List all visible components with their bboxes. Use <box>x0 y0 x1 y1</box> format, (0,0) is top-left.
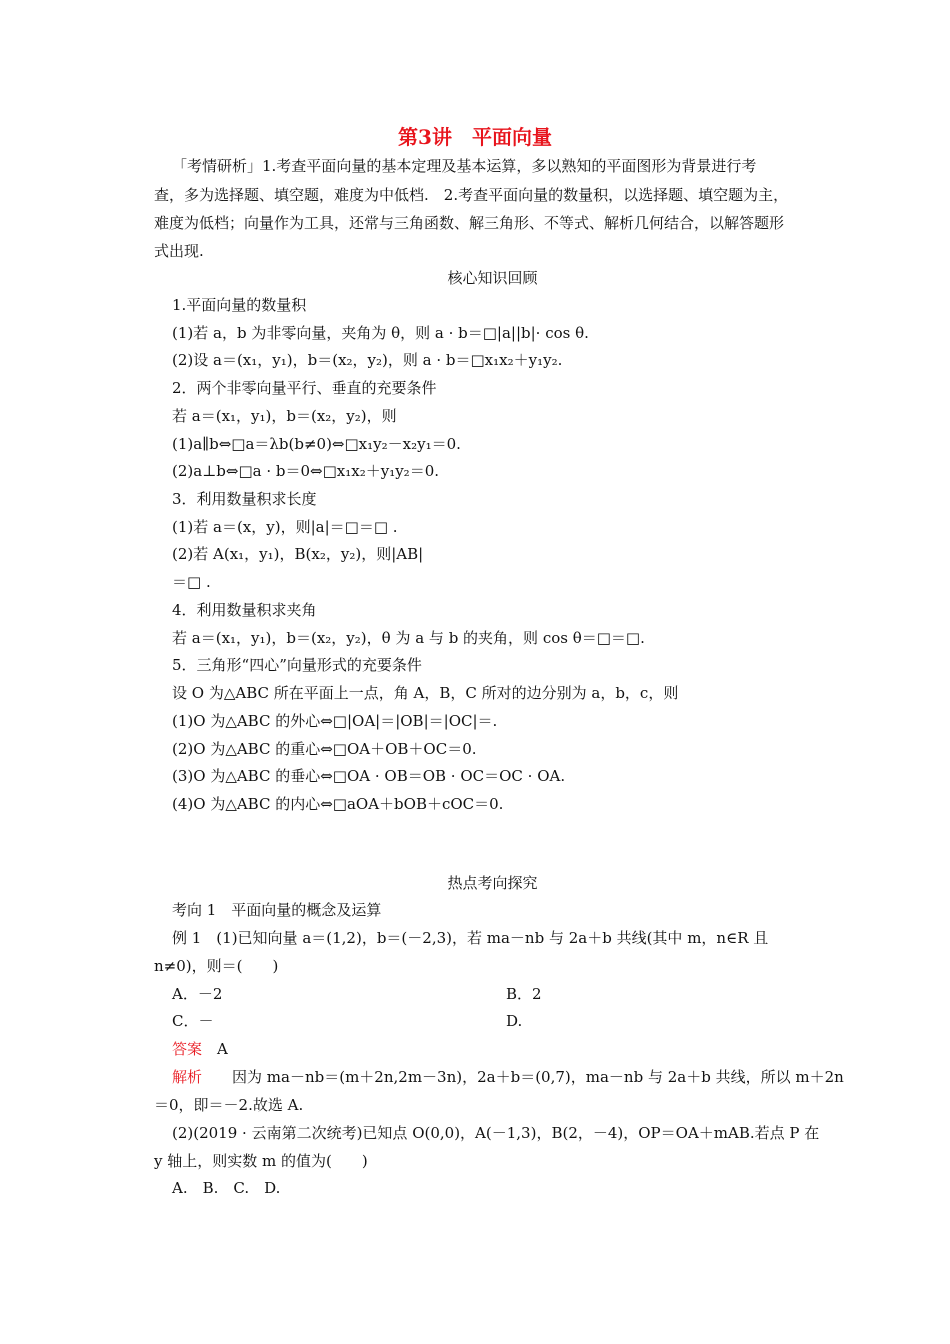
example-line: (2)(2019 · 云南第二次统考)已知点 O(0,0)，A(－1,3)，B(2，－4)，OP＝OA＋mAB.若点 P 在 <box>172 1124 820 1142</box>
knowledge-line: 4．利用数量积求夹角 <box>172 601 317 619</box>
knowledge-line: (3)O 为△ABC 的垂心⇔□OA · OB＝OB · OC＝OC · OA. <box>172 767 566 785</box>
knowledge-line: (2)若 A(x₁，y₁)，B(x₂，y₂)，则|AB| <box>172 545 424 563</box>
knowledge-line: (1)若 a＝(x，y)，则|a|＝□＝□ . <box>172 518 398 536</box>
intro-line: 难度为低档；向量作为工具，还常与三角函数、解三角形、不等式、解析几何结合，以解答题形 <box>154 214 785 232</box>
knowledge-line: 3．利用数量积求长度 <box>172 490 317 508</box>
knowledge-line: 2．两个非零向量平行、垂直的充要条件 <box>172 379 437 397</box>
analysis-line: ＝0，即＝－2.故选 A. <box>154 1096 304 1114</box>
example-line: 例 1 (1)已知向量 a＝(1,2)，b＝(－2,3)，若 ma－nb 与 2a＋b 共线(其中 m，n∈R 且 <box>172 929 769 947</box>
option-c: C．－ <box>172 1012 214 1030</box>
knowledge-line: (1)O 为△ABC 的外心⇔□|OA|＝|OB|＝|OC|＝. <box>172 712 498 730</box>
knowledge-line: ＝□ . <box>172 573 211 591</box>
knowledge-line: (2)O 为△ABC 的重心⇔□OA＋OB＋OC＝0. <box>172 740 477 758</box>
example-options: A. B. C. D. <box>172 1179 281 1197</box>
knowledge-line: (4)O 为△ABC 的内心⇔□aOA＋bOB＋cOC＝0. <box>172 795 504 813</box>
option-d: D. <box>506 1012 523 1030</box>
page-title: 第3讲 平面向量 <box>398 125 552 149</box>
analysis-label: 解析 <box>172 1068 203 1086</box>
answer-line <box>172 1039 228 1059</box>
knowledge-line: 若 a＝(x₁，y₁)，b＝(x₂，y₂)，θ 为 a 与 b 的夹角，则 cos θ＝□＝□. <box>172 629 645 647</box>
intro-line: 式出现. <box>154 242 204 260</box>
analysis-text: 因为 ma－nb＝(m＋2n,2m－3n)，2a＋b＝(0,7)，ma－nb 与 2a＋b 共线，所以 m＋2n <box>232 1068 844 1086</box>
knowledge-line: (2)设 a＝(x₁，y₁)，b＝(x₂，y₂)，则 a · b＝□x₁x₂＋y₁y₂. <box>172 351 563 369</box>
knowledge-line: (1)若 a，b 为非零向量，夹角为 θ，则 a · b＝□|a||b|· cos θ. <box>172 324 589 342</box>
section-heading: 核心知识回顾 <box>447 269 538 287</box>
intro-line: 「考情研析」1.考查平面向量的基本定理及基本运算，多以熟知的平面图形为背景进行考 <box>172 157 757 175</box>
knowledge-line: 若 a＝(x₁，y₁)，b＝(x₂，y₂)，则 <box>172 407 397 425</box>
analysis-line <box>172 1067 844 1087</box>
section-heading: 热点考向探究 <box>447 874 538 892</box>
knowledge-line: 1.平面向量的数量积 <box>172 296 307 314</box>
knowledge-line: 5．三角形“四心”向量形式的充要条件 <box>172 656 422 674</box>
answer-value: A <box>217 1040 228 1058</box>
option-b: B．2 <box>506 985 542 1003</box>
knowledge-line: 设 O 为△ABC 所在平面上一点，角 A，B，C 所对的边分别为 a，b，c，则 <box>172 684 679 702</box>
answer-label: 答案 <box>172 1040 203 1058</box>
topic-heading: 考向 1 平面向量的概念及运算 <box>172 901 382 919</box>
knowledge-line: (2)a⊥b⇔□a · b＝0⇔□x₁x₂＋y₁y₂＝0. <box>172 462 440 480</box>
example-line: y 轴上，则实数 m 的值为( ) <box>154 1152 368 1170</box>
knowledge-line: (1)a∥b⇔□a＝λb(b≠0)⇔□x₁y₂－x₂y₁＝0. <box>172 435 461 453</box>
option-a: A．－2 <box>172 985 223 1003</box>
example-line: n≠0)，则＝( ) <box>154 957 279 975</box>
intro-line: 查，多为选择题、填空题，难度为中低档. 2.考查平面向量的数量积，以选择题、填空题为主， <box>154 186 789 204</box>
